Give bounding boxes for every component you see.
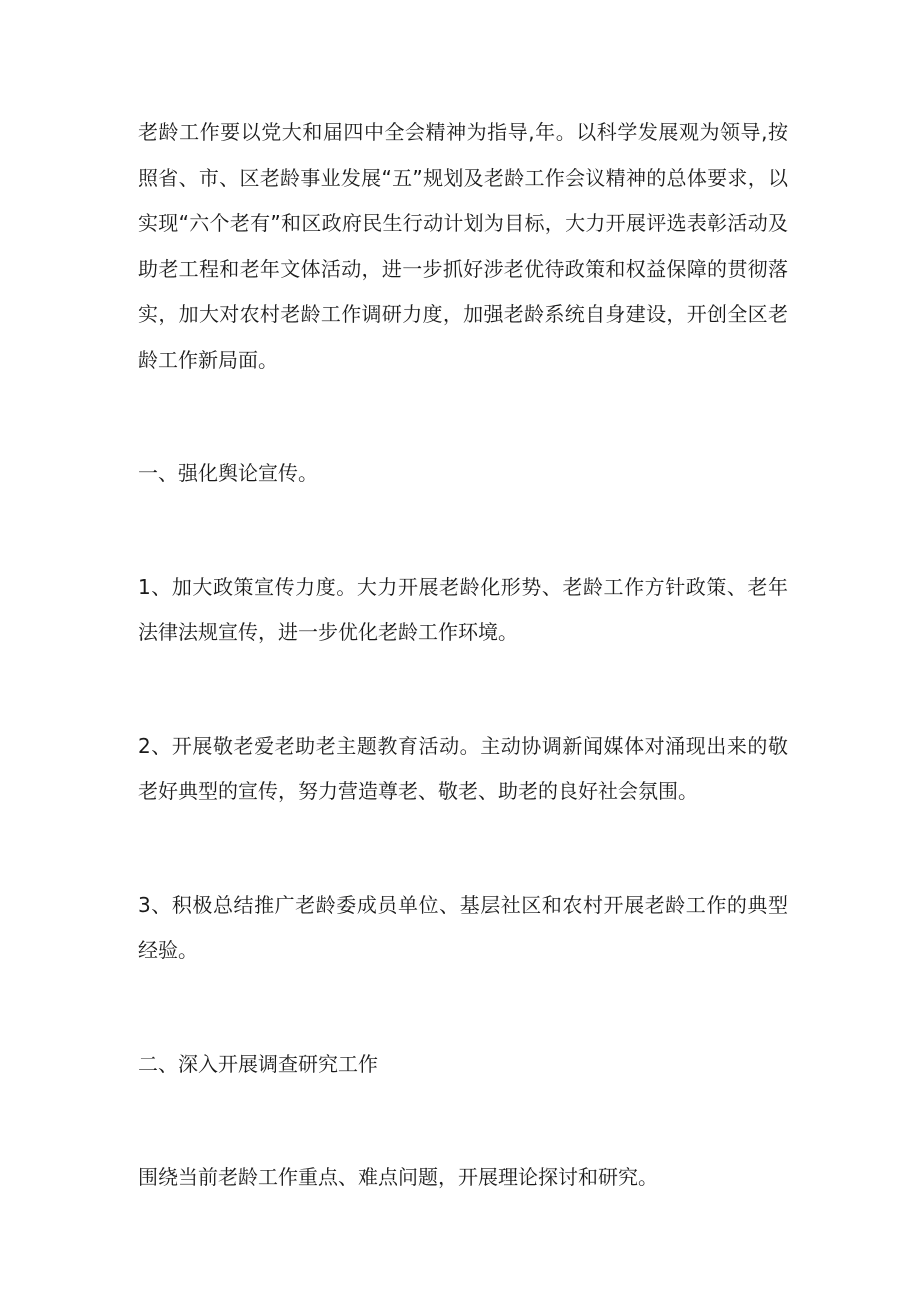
intro-paragraph: 老龄工作要以党大和届四中全会精神为指导,年。以科学发展观为领导,按照省、市、区老龄事业发展“五”规划及老龄工作会议精神的总体要求，以实现“六个老有”和区政府民生行动计划为目标，大力开展评选表彰活动及助老工程和老年文体活动，进一步抓好涉老优待政策和权益保障的贯彻落实，加大对农村老龄工作调研力度，加强老龄系统自身建设，开创全区老龄工作新局面。 [138, 120, 788, 372]
section-2-body: 围绕当前老龄工作重点、难点问题，开展理论探讨和研究。 [138, 1165, 658, 1189]
section-1-item-3: 3、积极总结推广老龄委成员单位、基层社区和农村开展老龄工作的典型经验。 [138, 892, 788, 962]
section-1-item-1: 1、加大政策宣传力度。大力开展老龄化形势、老龄工作方针政策、老年法律法规宣传，进一步优化老龄工作环境。 [138, 574, 788, 644]
section-2-heading: 二、深入开展调查研究工作 [138, 1051, 378, 1076]
section-1-heading: 一、强化舆论宣传。 [138, 461, 318, 485]
section-1-item-2: 2、开展敬老爱老助老主题教育活动。主动协调新闻媒体对涌现出来的敬老好典型的宣传，努力营造尊老、敬老、助老的良好社会氛围。 [138, 733, 788, 803]
document-body [138, 110, 788, 1201]
